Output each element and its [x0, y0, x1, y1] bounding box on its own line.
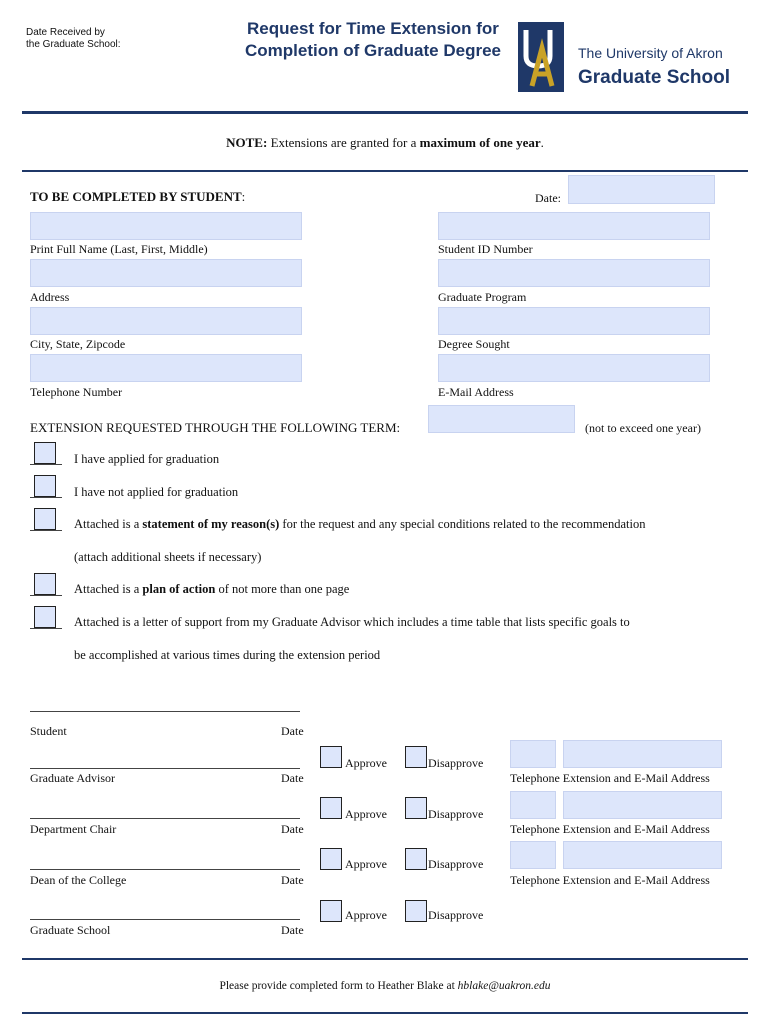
- reasons-checkbox[interactable]: [34, 508, 56, 530]
- not-applied-checkbox-line: [30, 497, 62, 498]
- date-received-label: Date Received by the Graduate School:: [26, 27, 121, 50]
- extension-label: EXTENSION REQUESTED THROUGH THE FOLLOWING TERM:: [30, 420, 401, 435]
- dean-approve-label: Approve: [345, 857, 387, 871]
- reasons-bold: statement of my reason(s): [142, 517, 280, 531]
- advisor-contact-label: Telephone Extension and E-Mail Address: [510, 771, 710, 785]
- grad-school-signature-line[interactable]: [30, 919, 300, 920]
- advisor-date-label: Date: [281, 771, 304, 785]
- letter-text: Attached is a letter of support from my Graduate Advisor which includes a time table that lists specific goals to: [74, 615, 630, 629]
- chair-approve-checkbox[interactable]: [320, 797, 342, 819]
- dean-approve-checkbox[interactable]: [320, 848, 342, 870]
- chair-email-field[interactable]: [563, 791, 722, 819]
- chair-disapprove-checkbox[interactable]: [405, 797, 427, 819]
- reasons-continued: (attach additional sheets if necessary): [74, 550, 262, 564]
- advisor-extension-field[interactable]: [510, 740, 556, 768]
- chair-signature-line[interactable]: [30, 818, 300, 819]
- applied-checkbox-line: [30, 464, 62, 465]
- city-field[interactable]: [30, 307, 302, 335]
- title-line-2: Completion of Graduate Degree: [245, 41, 501, 60]
- graduate-program-field[interactable]: [438, 259, 710, 287]
- extension-term-field[interactable]: [428, 405, 575, 433]
- note-bold: maximum of one year: [419, 135, 541, 150]
- address-label: Address: [30, 290, 70, 304]
- grad-school-date-label: Date: [281, 923, 304, 937]
- applied-checkbox[interactable]: [34, 442, 56, 464]
- dean-signature-line[interactable]: [30, 869, 300, 870]
- full-name-label: Print Full Name (Last, First, Middle): [30, 242, 208, 256]
- reasons-text: [74, 517, 645, 532]
- advisor-approve-label: Approve: [345, 756, 387, 770]
- footer-text: Please provide completed form to Heather Blake at: [219, 980, 458, 992]
- advisor-disapprove-label: Disapprove: [428, 756, 484, 770]
- grad-school-disapprove-label: Disapprove: [428, 908, 484, 922]
- student-id-field[interactable]: [438, 212, 710, 240]
- student-id-label: Student ID Number: [438, 242, 533, 256]
- chair-approve-label: Approve: [345, 807, 387, 821]
- university-name: The University of Akron: [578, 45, 723, 61]
- chair-label: Department Chair: [30, 822, 117, 836]
- dean-email-field[interactable]: [563, 841, 722, 869]
- header-rule: [22, 111, 748, 114]
- reasons-post: for the request and any special conditions related to the recommendation: [279, 517, 646, 531]
- dean-label: Dean of the College: [30, 873, 127, 887]
- note-rule: [22, 170, 748, 172]
- chair-date-label: Date: [281, 822, 304, 836]
- reasons-checkbox-line: [30, 530, 62, 531]
- footer-email[interactable]: hblake@uakron.edu: [457, 980, 551, 992]
- letter-continued: be accomplished at various times during the extension period: [74, 648, 381, 662]
- grad-school-approve-checkbox[interactable]: [320, 900, 342, 922]
- note-suffix: .: [540, 135, 544, 150]
- date-field[interactable]: [568, 175, 715, 204]
- student-signature-line[interactable]: [30, 711, 300, 712]
- not-applied-checkbox[interactable]: [34, 475, 56, 497]
- date-label: Date:: [535, 191, 561, 205]
- graduate-program-label: Graduate Program: [438, 290, 527, 304]
- dean-disapprove-label: Disapprove: [428, 857, 484, 871]
- grad-school-disapprove-checkbox[interactable]: [405, 900, 427, 922]
- footer-rule-top: [22, 958, 748, 960]
- note-prefix: NOTE:: [226, 135, 268, 150]
- plan-bold: plan of action: [142, 582, 216, 596]
- city-label: City, State, Zipcode: [30, 337, 126, 351]
- dean-extension-field[interactable]: [510, 841, 556, 869]
- chair-contact-label: Telephone Extension and E-Mail Address: [510, 822, 710, 836]
- advisor-disapprove-checkbox[interactable]: [405, 746, 427, 768]
- grad-school-approve-label: Approve: [345, 908, 387, 922]
- student-section-title: [30, 189, 245, 205]
- note-line: [0, 135, 770, 151]
- telephone-field[interactable]: [30, 354, 302, 382]
- title-line-1: Request for Time Extension for: [247, 19, 499, 38]
- advisor-approve-checkbox[interactable]: [320, 746, 342, 768]
- footer-rule-bottom: [22, 1012, 748, 1014]
- plan-text: [74, 582, 349, 597]
- degree-sought-field[interactable]: [438, 307, 710, 335]
- advisor-email-field[interactable]: [563, 740, 722, 768]
- section-colon: :: [241, 189, 246, 204]
- plan-pre: Attached is a: [74, 582, 143, 596]
- reasons-pre: Attached is a: [74, 517, 143, 531]
- email-field[interactable]: [438, 354, 710, 382]
- student-date-label: Date: [281, 724, 304, 738]
- plan-checkbox-line: [30, 595, 62, 596]
- note-text: Extensions are granted for a: [267, 135, 420, 150]
- ua-logo: [518, 22, 564, 92]
- plan-post: of not more than one page: [215, 582, 350, 596]
- not-applied-text: I have not applied for graduation: [74, 485, 239, 499]
- plan-checkbox[interactable]: [34, 573, 56, 595]
- letter-checkbox-line: [30, 628, 62, 629]
- form-title: [245, 18, 501, 62]
- dean-contact-label: Telephone Extension and E-Mail Address: [510, 873, 710, 887]
- advisor-label: Graduate Advisor: [30, 771, 115, 785]
- footer-line: [0, 980, 770, 992]
- extension-note: (not to exceed one year): [585, 421, 701, 435]
- degree-sought-label: Degree Sought: [438, 337, 510, 351]
- student-signature-label: Student: [30, 724, 67, 738]
- letter-checkbox[interactable]: [34, 606, 56, 628]
- full-name-field[interactable]: [30, 212, 302, 240]
- student-section-heading: TO BE COMPLETED BY STUDENT: [30, 189, 242, 204]
- chair-disapprove-label: Disapprove: [428, 807, 484, 821]
- address-field[interactable]: [30, 259, 302, 287]
- advisor-signature-line[interactable]: [30, 768, 300, 769]
- applied-text: I have applied for graduation: [74, 452, 220, 466]
- chair-extension-field[interactable]: [510, 791, 556, 819]
- email-label: E-Mail Address: [438, 385, 514, 399]
- telephone-label: Telephone Number: [30, 385, 123, 399]
- grad-school-label: Graduate School: [30, 923, 111, 937]
- graduate-school-title: Graduate School: [578, 67, 731, 88]
- dean-date-label: Date: [281, 873, 304, 887]
- dean-disapprove-checkbox[interactable]: [405, 848, 427, 870]
